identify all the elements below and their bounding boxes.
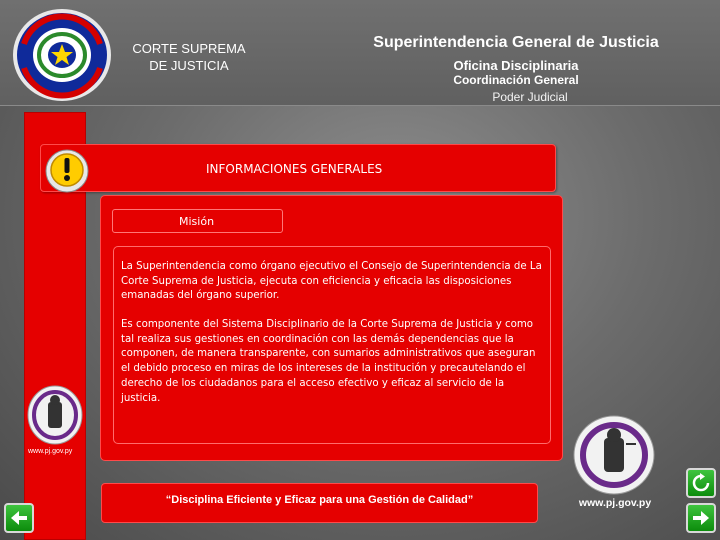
arrow-right-icon <box>691 508 711 528</box>
branch-name: Poder Judicial <box>492 90 568 104</box>
office-name: Oficina Disciplinaria <box>453 58 579 73</box>
institution-line1: CORTE SUPREMA <box>132 41 246 56</box>
paraguay-seal-icon <box>10 6 114 104</box>
corte-suprema-logo-icon <box>572 414 656 496</box>
prev-button[interactable] <box>4 503 34 533</box>
corte-suprema-logo-icon <box>26 384 84 446</box>
institution-line2: DE JUSTICIA <box>149 58 229 73</box>
arrow-left-icon <box>9 508 29 528</box>
warning-icon <box>44 148 90 194</box>
right-url-text[interactable]: www.pj.gov.py <box>578 497 652 509</box>
mission-paragraph-2: Es componente del Sistema Disciplinario de la Corte Suprema de Justicia y como tal realiza sus gestiones en coordinación con las demás dependencias que la componen, de manera transparente, con sumarios administrativos que aseguran el debido proceso en miras de los intereses de la institución y precautelando el derecho de los ciudadanos para el acceso efectivo y eficaz al servicio de la justicia. <box>121 319 536 404</box>
left-url-text[interactable]: www.pj.gov.py <box>28 448 73 455</box>
next-button[interactable] <box>686 503 716 533</box>
mission-paragraph-1: La Superintendencia como órgano ejecutivo el Consejo de Superintendencia de La Corte Suprema de Justicia, ejecuta con eficiencia y eficacia las disposiciones emanadas del órgano superior. <box>121 261 542 302</box>
slogan-text: “Disciplina Eficiente y Eficaz para una Gestión de Calidad” <box>165 494 474 506</box>
institution-name <box>118 40 260 74</box>
page-title: Superintendencia General de Justicia <box>373 34 659 51</box>
replay-button[interactable] <box>686 468 716 498</box>
replay-icon <box>691 473 711 493</box>
banner-title: INFORMACIONES GENERALES <box>206 162 383 176</box>
coordination-name: Coordinación General <box>453 73 579 87</box>
tab-mision[interactable]: Misión <box>112 209 283 233</box>
